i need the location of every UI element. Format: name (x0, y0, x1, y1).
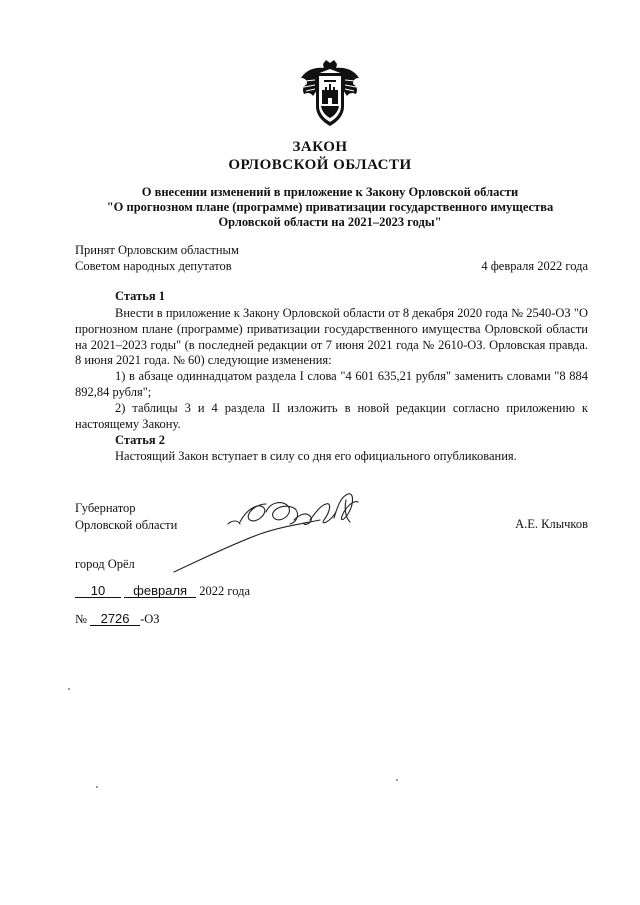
scan-speck (68, 688, 70, 690)
article-2-body (75, 449, 588, 465)
subject-line: О внесении изменений в приложение к Закону Орловской области (141, 185, 519, 199)
number-field: 2726 (90, 612, 140, 626)
adoption-date: 4 февраля 2022 года (481, 259, 588, 273)
law-number (75, 612, 160, 627)
year-text: 2022 года (199, 584, 250, 598)
article-1-heading: Статья 1 (115, 289, 165, 303)
number-sign: № (75, 612, 87, 626)
signing-date (75, 584, 250, 599)
scan-speck (396, 779, 398, 781)
day-field: 10 (75, 584, 121, 598)
paragraph: Внести в приложение к Закону Орловской области от 8 декабря 2020 года № 2540-ОЗ "О прогнозном плане (программе) приватизации государственного имущества Орловской области на 2021–2023 годы" (в последней редакции от 7 июня 2021 года № 2610-ОЗ. Орловская правда. 8 июня 2021 года. № 60) следующие изменения: (75, 306, 588, 368)
number-suffix: -ОЗ (140, 612, 160, 626)
paragraph: 1) в абзаце одиннадцатом раздела I слова "4 601 635,21 рубля" заменить словами "8 884 892,84 рубля"; (75, 369, 588, 399)
paragraph: 2) таблицы 3 и 4 раздела II изложить в новой редакции согласно приложению к настоящему Закону. (75, 400, 588, 431)
subject-line: Орловской области на 2021–2023 годы" (218, 215, 442, 229)
coat-of-arms-emblem (299, 60, 361, 128)
signatory-position (75, 500, 177, 534)
adoption-line: Принят Орловским областным (75, 243, 239, 257)
article-2-heading: Статья 2 (115, 433, 165, 447)
position-line: Губернатор (75, 501, 136, 515)
adoption-line: Советом народных депутатов (75, 259, 232, 273)
subject-line: "О прогнозном плане (программе) приватизации государственного имущества (106, 200, 554, 214)
signatory-name: А.Е. Клычков (515, 517, 588, 531)
handwritten-signature (170, 490, 370, 580)
article-1-body (75, 306, 588, 432)
city-of-signing: город Орёл (75, 557, 135, 571)
law-region: ОРЛОВСКОЙ ОБЛАСТИ (228, 157, 412, 173)
paragraph: Настоящий Закон вступает в силу со дня его официального опубликования. (115, 449, 517, 463)
month-field: февраля (124, 584, 196, 598)
law-subject (60, 185, 600, 230)
law-title: ЗАКОН (292, 139, 348, 155)
adoption-authority (75, 242, 239, 274)
position-line: Орловской области (75, 518, 178, 532)
scan-speck (96, 786, 98, 788)
